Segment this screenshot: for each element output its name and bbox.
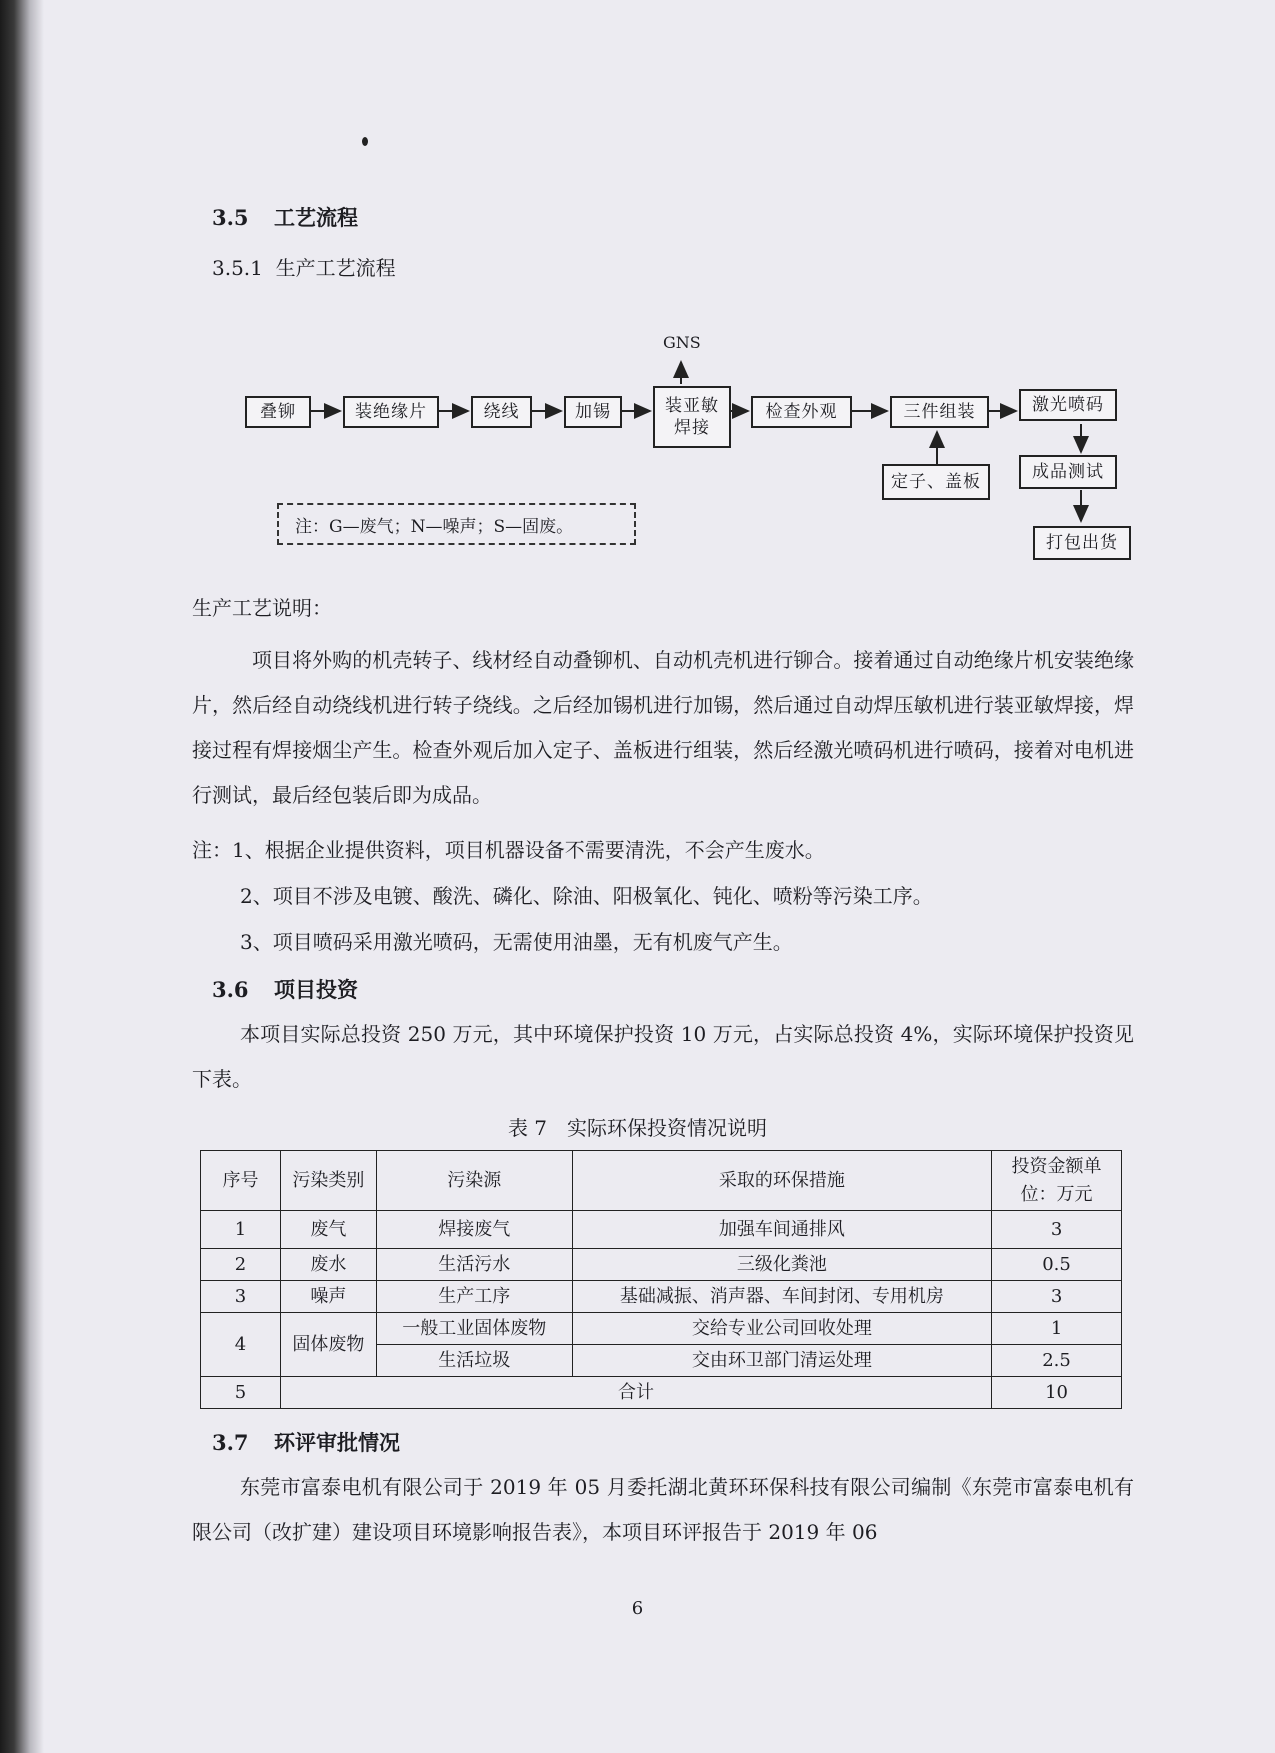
cell-type: 废气 — [280, 1211, 376, 1249]
flow-step-9: 成品测试 — [1019, 455, 1117, 489]
cell-total-amount: 10 — [992, 1377, 1122, 1409]
header-source: 污染源 — [376, 1151, 572, 1211]
section-title: 项目投资 — [274, 977, 358, 1002]
cell-source: 生产工序 — [376, 1281, 572, 1313]
cell-source: 一般工业固体废物 — [376, 1313, 572, 1345]
table-header-row — [201, 1151, 1122, 1211]
cell-no: 2 — [201, 1249, 281, 1281]
cell-source: 生活污水 — [376, 1249, 572, 1281]
cell-measure: 交给专业公司回收处理 — [572, 1313, 992, 1345]
page-number: 6 — [631, 1598, 644, 1619]
section-heading-3-7 — [212, 1427, 400, 1457]
cell-amount: 0.5 — [992, 1249, 1122, 1281]
cell-total-label: 合计 — [280, 1377, 991, 1409]
header-no: 序号 — [201, 1151, 281, 1211]
subsection-number: 3.5.1 — [212, 256, 263, 280]
process-note-2: 2、项目不涉及电镀、酸洗、磷化、除油、阳极氧化、钝化、喷粉等污染工序。 — [240, 884, 933, 908]
flow-legend-note: 注：G—废气；N—噪声；S—固废。 — [277, 503, 636, 545]
flow-step-6: 检查外观 — [751, 396, 852, 428]
flow-step-7: 三件组装 — [890, 396, 989, 428]
flow-step-10: 打包出货 — [1033, 526, 1131, 560]
flow-step-4: 加锡 — [564, 396, 622, 428]
cell-amount: 3 — [992, 1281, 1122, 1313]
header-measure: 采取的环保措施 — [572, 1151, 992, 1211]
section-number: 3.7 — [212, 1430, 249, 1455]
section-number: 3.5 — [212, 205, 249, 230]
cell-source: 焊接废气 — [376, 1211, 572, 1249]
flow-step-5: 装亚敏焊接 — [653, 386, 731, 448]
process-note-1: 注：1、根据企业提供资料，项目机器设备不需要清洗，不会产生废水。 — [192, 838, 825, 862]
flow-step-3: 绕线 — [471, 396, 532, 428]
cell-no: 4 — [201, 1313, 281, 1377]
process-note-3: 3、项目喷码采用激光喷码，无需使用油墨，无有机废气产生。 — [240, 930, 793, 954]
cell-source: 生活垃圾 — [376, 1345, 572, 1377]
cell-type: 固体废物 — [280, 1313, 376, 1377]
header-amount: 投资金额单位：万元 — [992, 1151, 1122, 1211]
process-desc-heading: 生产工艺说明： — [192, 596, 332, 620]
section-heading-3-6 — [212, 974, 358, 1004]
flow-emission-label: GNS — [663, 333, 701, 352]
flow-step-8: 激光喷码 — [1019, 389, 1117, 421]
table-caption: 表 7 实际环保投资情况说明 — [507, 1116, 768, 1140]
section-title: 环评审批情况 — [274, 1430, 400, 1455]
flow-step-2: 装绝缘片 — [343, 396, 439, 428]
cell-measure: 交由环卫部门清运处理 — [572, 1345, 992, 1377]
cell-amount: 1 — [992, 1313, 1122, 1345]
table-total-row — [201, 1377, 1122, 1409]
section-title: 工艺流程 — [274, 205, 358, 230]
cell-no: 3 — [201, 1281, 281, 1313]
process-desc-body: 项目将外购的机壳转子、线材经自动叠铆机、自动机壳机进行铆合。接着通过自动绝缘片机安装绝缘片，然后经自动绕线机进行转子绕线。之后经加锡机进行加锡，然后通过自动焊压敏机进行装亚敏焊接，焊接过程有焊接烟尘产生。检查外观后加入定子、盖板进行组装，然后经激光喷码机进行喷码，接着对电机进行测试，最后经包装后即为成品。 — [192, 648, 1134, 807]
cell-no: 1 — [201, 1211, 281, 1249]
cell-measure: 基础减振、消声器、车间封闭、专用机房 — [572, 1281, 992, 1313]
flow-arrows — [0, 0, 1275, 600]
cell-amount: 2.5 — [992, 1345, 1122, 1377]
table-row — [201, 1249, 1122, 1281]
investment-table — [200, 1150, 1122, 1409]
cell-type: 废水 — [280, 1249, 376, 1281]
table-row — [201, 1211, 1122, 1249]
flow-input-box: 定子、盖板 — [882, 464, 990, 500]
cell-measure: 加强车间通排风 — [572, 1211, 992, 1249]
flow-step-1: 叠铆 — [245, 396, 311, 428]
approval-paragraph: 东莞市富泰电机有限公司于 2019 年 05 月委托湖北黄环环保科技有限公司编制《东莞市富泰电机有限公司（改扩建）建设项目环境影响报告表》，本项目环评报告于 2019 年 06 — [192, 1475, 1134, 1544]
cell-type: 噪声 — [280, 1281, 376, 1313]
subsection-title: 生产工艺流程 — [275, 256, 396, 280]
table-row — [201, 1281, 1122, 1313]
cell-measure: 三级化粪池 — [572, 1249, 992, 1281]
investment-paragraph: 本项目实际总投资 250 万元，其中环境保护投资 10 万元，占实际总投资 4%，实际环境保护投资见下表。 — [192, 1022, 1134, 1091]
cell-amount: 3 — [992, 1211, 1122, 1249]
section-number: 3.6 — [212, 977, 249, 1002]
table-row — [201, 1313, 1122, 1345]
header-type: 污染类别 — [280, 1151, 376, 1211]
cell-no: 5 — [201, 1377, 281, 1409]
